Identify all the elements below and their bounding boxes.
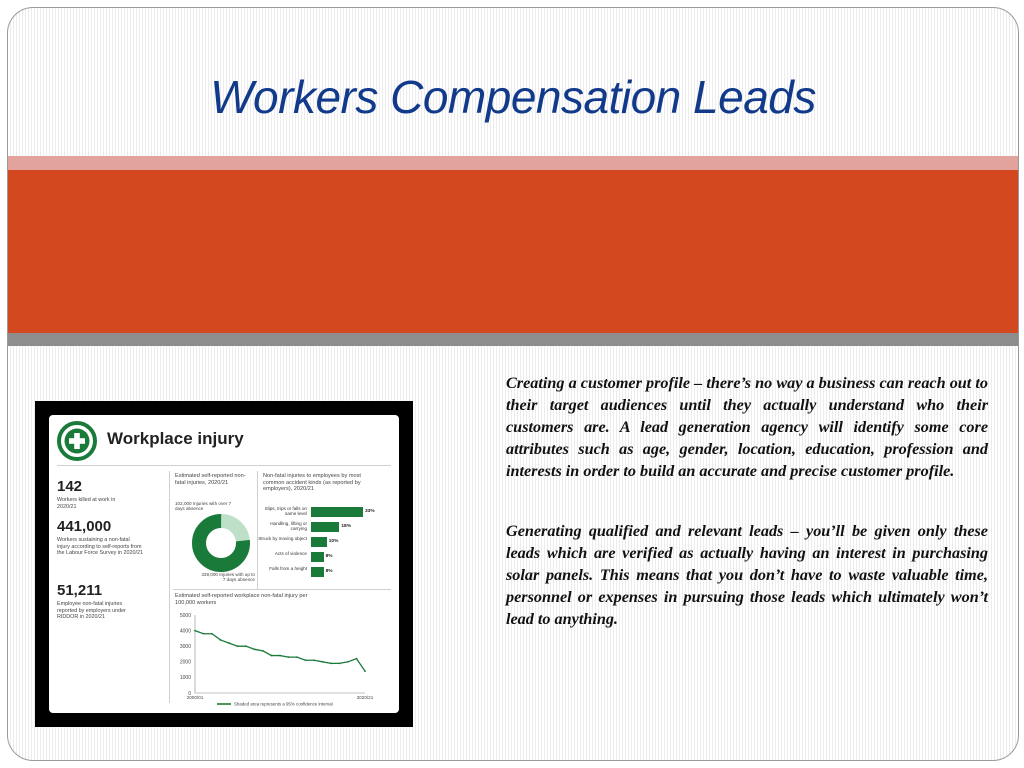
stat-lfs-injuries — [57, 519, 167, 557]
data-point — [254, 648, 256, 650]
chart-axis — [195, 615, 365, 693]
accent-band-red — [8, 170, 1018, 333]
infographic-frame — [35, 401, 413, 727]
x-tick-label: 2000/01 — [186, 695, 204, 700]
stat-value: 142 — [57, 478, 83, 495]
bar-label: Falls from a height — [269, 566, 307, 571]
line-chart — [173, 609, 373, 713]
medical-cross-icon — [57, 421, 101, 461]
paragraph-qualified-leads: Generating qualified and relevant leads – you’ll be given only these leads which are verified as actually having an interest in purchasing solar panels. This means that you don’t have to waste valuable time, personnel or expenses in pursuing those leads which ultimately won’t lead to anything. — [506, 522, 988, 628]
stat-value: 51,211 — [57, 582, 103, 599]
data-point — [262, 650, 264, 652]
stat-description: Workers sustaining a non-fatal injury according to self-reports from the Labour Force Survey in 2020/21 — [57, 537, 144, 557]
donut-chart — [191, 513, 251, 573]
data-point — [220, 639, 222, 641]
stat-deaths — [57, 479, 167, 510]
bar-value-label: 10% — [328, 539, 339, 544]
data-point — [339, 662, 341, 664]
bar-value-label: 18% — [341, 524, 351, 529]
data-point — [279, 655, 281, 657]
bar-value-label: 8% — [325, 554, 333, 559]
column-divider — [169, 471, 170, 703]
stat-riddor-injuries — [57, 583, 167, 621]
bar — [311, 507, 363, 517]
bar-value-label: 8% — [325, 569, 333, 574]
bar — [311, 537, 327, 547]
bar-chart-heading: Non-fatal injuries to employees by most common accident kinds (as reported by employers), 2020/21 — [263, 473, 361, 493]
data-point — [237, 645, 239, 647]
legend-label: Shaded area represents a 95% confidence interval — [234, 701, 333, 707]
y-tick-label: 2000 — [179, 659, 191, 666]
data-point — [364, 670, 366, 672]
y-tick-label: 4000 — [179, 628, 191, 635]
bar — [311, 522, 339, 532]
data-point — [203, 633, 205, 635]
y-tick-label: 5000 — [179, 612, 191, 619]
donut-bottom-label: 339,000 Injuries with up to 7 days absence — [201, 572, 255, 583]
bar — [311, 567, 324, 577]
x-tick-label: 2020/21 — [356, 695, 373, 700]
infographic-header — [57, 421, 397, 461]
donut-heading: Estimated self-reported non-fatal injuries, 2020/21 — [175, 473, 246, 486]
accent-band-pink — [8, 156, 1018, 170]
data-point — [322, 661, 324, 663]
slide — [7, 7, 1019, 761]
donut-top-label: 102,000 Injuries with over 7 days absence — [175, 501, 232, 512]
stat-value: 441,000 — [57, 518, 112, 535]
row-divider — [173, 589, 391, 590]
bar-value-label: 33% — [365, 509, 375, 514]
data-point — [194, 630, 196, 632]
y-tick-label: 3000 — [179, 644, 191, 650]
bar-label: Handling, lifting or carrying — [270, 521, 307, 532]
bar-label: Acts of violence — [274, 551, 307, 556]
data-point — [228, 642, 230, 644]
data-point — [305, 659, 307, 661]
y-tick-label: 1000 — [179, 675, 191, 682]
data-point — [271, 655, 273, 657]
data-point — [347, 661, 349, 663]
stat-description: Workers killed at work in 2020/21 — [57, 497, 116, 510]
data-point — [330, 662, 332, 664]
data-point — [245, 645, 247, 647]
infographic-card — [49, 415, 399, 713]
data-point — [313, 659, 315, 661]
infographic-title: Workplace injury — [107, 429, 244, 448]
line-chart-heading: Estimated self-reported workplace non-fatal injury per 100,000 workers — [175, 593, 308, 606]
bar-label: Slips, trips or falls on same level — [264, 506, 307, 517]
header-divider — [57, 465, 391, 466]
slide-title: Workers Compensation Leads — [210, 71, 816, 123]
series-line — [195, 631, 365, 672]
stat-description: Employee non-fatal injuries reported by employers under RIDDOR in 2020/21 — [57, 601, 126, 621]
data-point — [296, 656, 298, 658]
bar — [311, 552, 324, 562]
y-tick-label: 0 — [188, 690, 191, 697]
data-point — [356, 658, 358, 660]
data-point — [288, 656, 290, 658]
paragraph-customer-profile: Creating a customer profile – there’s no way a business can reach out to their target audiences until they actually understand who their customers are. A lead generation agency will identify some core attributes such as age, gender, location, education, profession and interests in order to build an accurate and precise customer profile. — [506, 374, 988, 480]
data-point — [211, 633, 213, 635]
accent-band-gray — [8, 333, 1018, 346]
bar-label: Struck by moving object — [258, 536, 307, 541]
body-text — [506, 372, 988, 668]
